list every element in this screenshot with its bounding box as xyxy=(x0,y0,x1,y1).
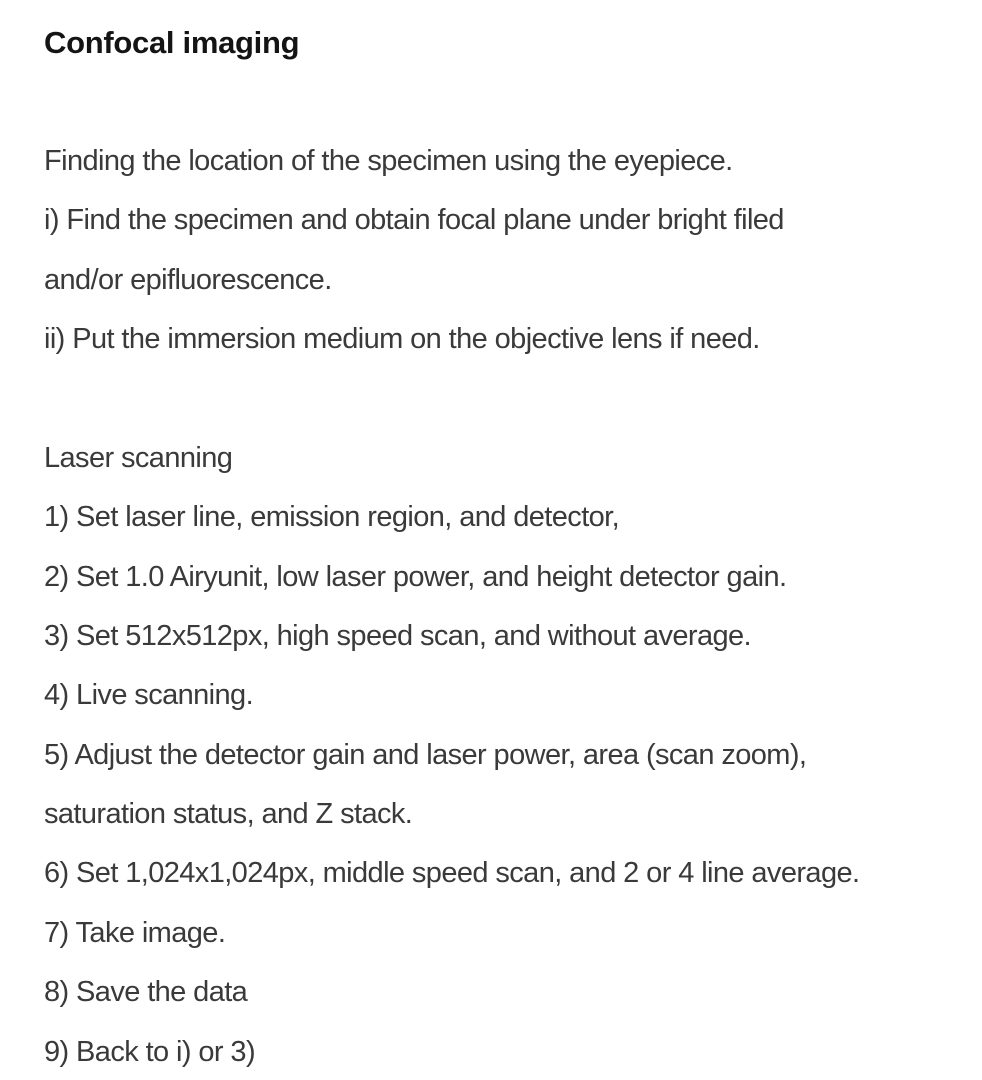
page-title: Confocal imaging xyxy=(44,25,300,60)
text-line: 2) Set 1.0 Airyunit, low laser power, and height detector gain. xyxy=(44,560,787,593)
text-line: 9) Back to i) or 3) xyxy=(44,1035,255,1068)
text-line: 4) Live scanning. xyxy=(44,679,254,712)
section-subtitle: Laser scanning xyxy=(44,441,233,474)
text-line: i) Find the specimen and obtain focal plane under bright filed xyxy=(44,204,784,237)
text-line: 1) Set laser line, emission region, and detector, xyxy=(44,501,620,534)
text-line: saturation status, and Z stack. xyxy=(44,798,413,831)
blank-line xyxy=(44,72,982,131)
text-line: 6) Set 1,024x1,024px, middle speed scan, and 2 or 4 line average. xyxy=(44,857,860,890)
text-line: 8) Save the data xyxy=(44,976,248,1009)
text-line: 7) Take image. xyxy=(44,916,226,949)
blank-line xyxy=(44,369,982,428)
text-line: Finding the location of the specimen using the eyepiece. xyxy=(44,144,733,177)
text-line: ii) Put the immersion medium on the objective lens if need. xyxy=(44,322,760,355)
text-line: 5) Adjust the detector gain and laser power, area (scan zoom), xyxy=(44,738,807,771)
text-line: 3) Set 512x512px, high speed scan, and without average. xyxy=(44,619,752,652)
text-line: and/or epifluorescence. xyxy=(44,263,332,296)
